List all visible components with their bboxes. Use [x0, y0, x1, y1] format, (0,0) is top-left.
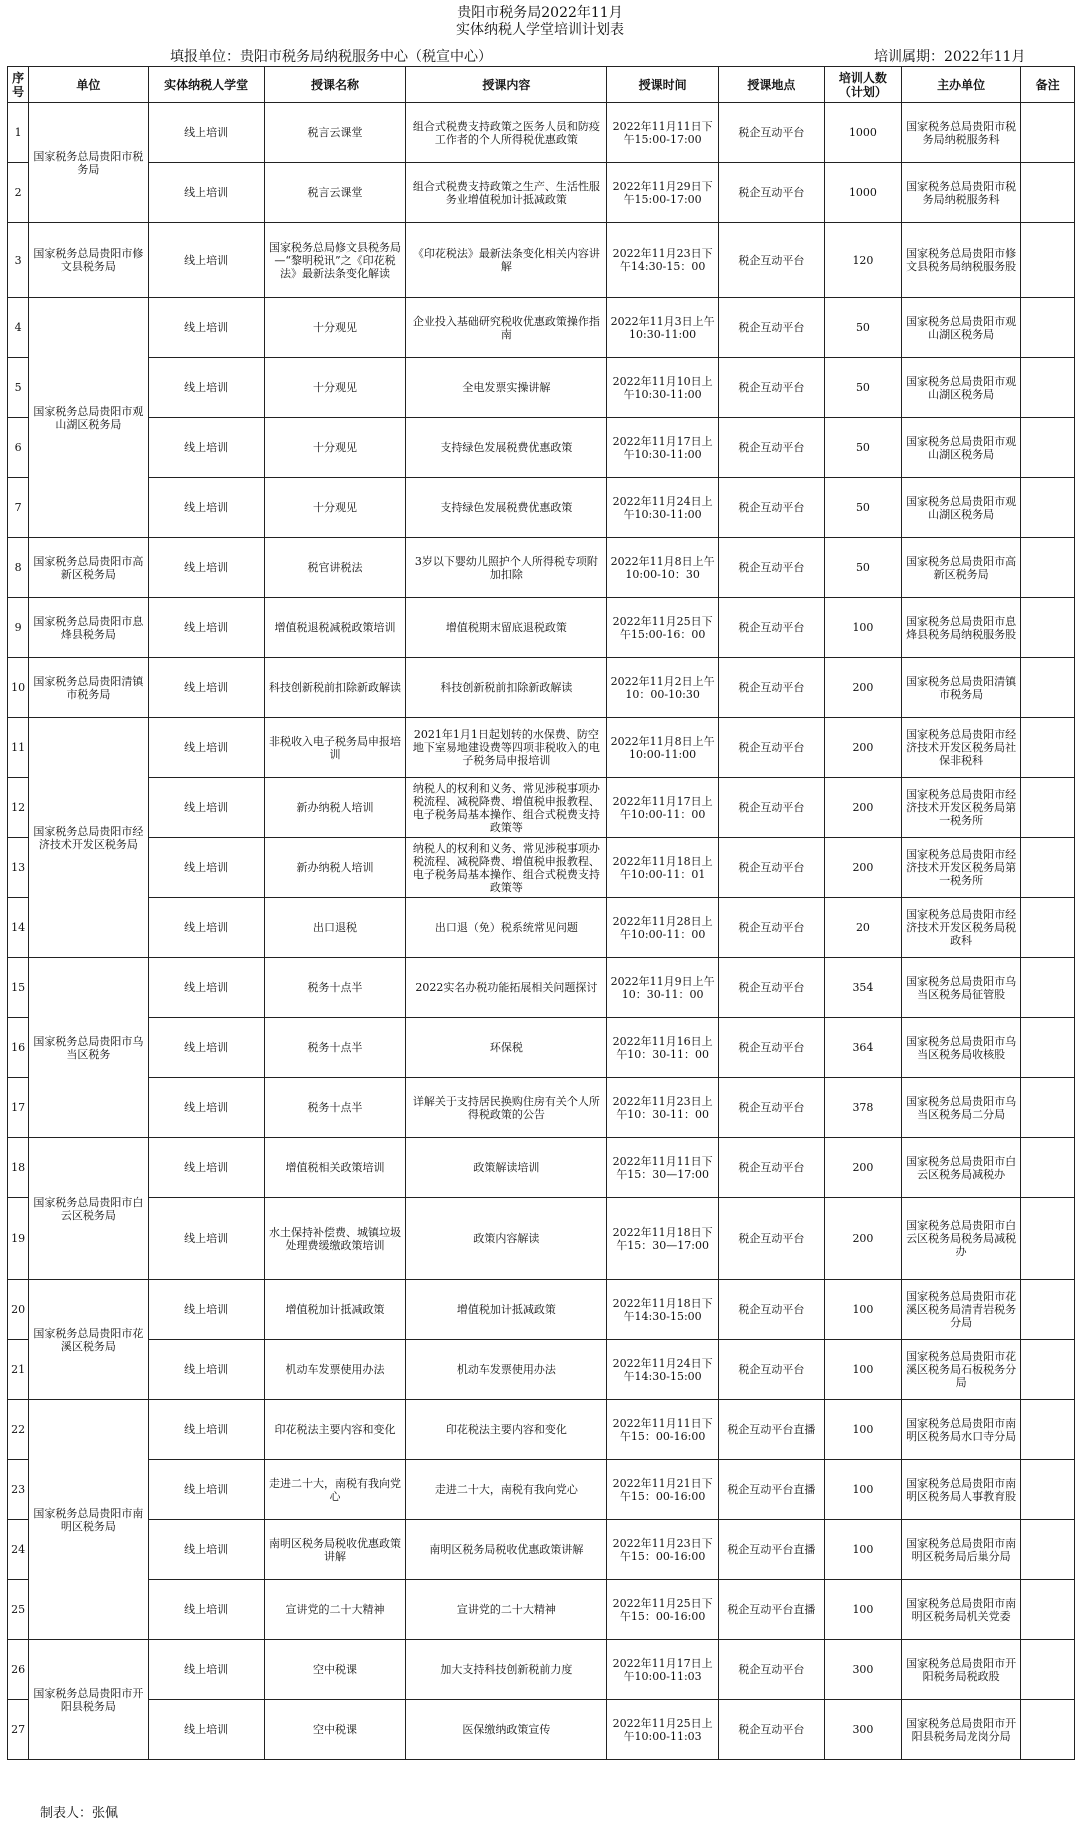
table-row	[8, 298, 1075, 358]
type-cell: 线上培训	[148, 1460, 264, 1520]
row-number-cell: 18	[8, 1138, 29, 1198]
count-cell: 200	[824, 658, 901, 718]
prepared-by-label: 制表人：张佩	[40, 1806, 119, 1821]
type-cell: 线上培训	[148, 358, 264, 418]
time-cell: 2022年11月18日上午10:00-11：01	[607, 838, 719, 898]
table-row	[8, 1520, 1075, 1580]
row-number-cell: 15	[8, 958, 29, 1018]
row-number-cell: 7	[8, 478, 29, 538]
name-cell: 科技创新税前扣除新政解读	[264, 658, 406, 718]
note-cell	[1021, 1138, 1075, 1198]
table-row	[8, 1460, 1075, 1520]
note-cell	[1021, 1078, 1075, 1138]
content-cell: 走进二十大，南税有我向党心	[406, 1460, 607, 1520]
unit-cell: 国家税务总局贵阳市高新区税务局	[29, 538, 148, 598]
note-cell	[1021, 1018, 1075, 1078]
row-number-cell: 13	[8, 838, 29, 898]
unit-cell: 国家税务总局贵阳市观山湖区税务局	[29, 298, 148, 538]
header-cell: 授课地点	[718, 67, 824, 103]
table-row	[8, 658, 1075, 718]
row-number-cell: 27	[8, 1700, 29, 1760]
table-row	[8, 418, 1075, 478]
name-cell: 空中税课	[264, 1700, 406, 1760]
time-cell: 2022年11月25日上午10:00-11:03	[607, 1700, 719, 1760]
time-cell: 2022年11月8日上午10:00-11:00	[607, 718, 719, 778]
type-cell: 线上培训	[148, 1340, 264, 1400]
table-row	[8, 598, 1075, 658]
table-row	[8, 103, 1075, 163]
content-cell: 环保税	[406, 1018, 607, 1078]
place-cell: 税企互动平台	[718, 298, 824, 358]
count-cell: 100	[824, 1460, 901, 1520]
table-row	[8, 163, 1075, 223]
place-cell: 税企互动平台	[718, 418, 824, 478]
table-row	[8, 358, 1075, 418]
content-cell: 2021年1月1日起划转的水保费、防空地下室易地建设费等四项非税收入的电子税务局申报培训	[406, 718, 607, 778]
host-cell: 国家税务总局贵阳市南明区税务局机关党委	[901, 1580, 1020, 1640]
count-cell: 200	[824, 1138, 901, 1198]
type-cell: 线上培训	[148, 778, 264, 838]
note-cell	[1021, 1280, 1075, 1340]
note-cell	[1021, 298, 1075, 358]
type-cell: 线上培训	[148, 1018, 264, 1078]
unit-cell: 国家税务总局贵阳市开阳县税务局	[29, 1640, 148, 1760]
name-cell: 税务十点半	[264, 958, 406, 1018]
header-cell: 单位	[29, 67, 148, 103]
row-number-cell: 11	[8, 718, 29, 778]
host-cell: 国家税务总局贵阳市经济技术开发区税务局第一税务所	[901, 838, 1020, 898]
time-cell: 2022年11月8日上午10:00-10：30	[607, 538, 719, 598]
name-cell: 十分观见	[264, 358, 406, 418]
count-cell: 300	[824, 1700, 901, 1760]
time-cell: 2022年11月28日上午10:00-11：00	[607, 898, 719, 958]
count-cell: 100	[824, 1520, 901, 1580]
header-cell: 培训人数（计划）	[824, 67, 901, 103]
time-cell: 2022年11月17日上午10:00-11:03	[607, 1640, 719, 1700]
type-cell: 线上培训	[148, 958, 264, 1018]
host-cell: 国家税务总局贵阳市开阳县税务局龙岗分局	[901, 1700, 1020, 1760]
name-cell: 税言云课堂	[264, 103, 406, 163]
name-cell: 税言云课堂	[264, 163, 406, 223]
row-number-cell: 1	[8, 103, 29, 163]
note-cell	[1021, 103, 1075, 163]
place-cell: 税企互动平台直播	[718, 1460, 824, 1520]
count-cell: 100	[824, 1400, 901, 1460]
name-cell: 新办纳税人培训	[264, 778, 406, 838]
count-cell: 50	[824, 358, 901, 418]
place-cell: 税企互动平台	[718, 103, 824, 163]
row-number-cell: 5	[8, 358, 29, 418]
row-number-cell: 8	[8, 538, 29, 598]
type-cell: 线上培训	[148, 1520, 264, 1580]
count-cell: 50	[824, 538, 901, 598]
count-cell: 354	[824, 958, 901, 1018]
place-cell: 税企互动平台	[718, 658, 824, 718]
note-cell	[1021, 358, 1075, 418]
table-row	[8, 838, 1075, 898]
type-cell: 线上培训	[148, 418, 264, 478]
name-cell: 十分观见	[264, 418, 406, 478]
place-cell: 税企互动平台	[718, 1078, 824, 1138]
count-cell: 364	[824, 1018, 901, 1078]
time-cell: 2022年11月24日上午10:30-11:00	[607, 478, 719, 538]
table-row	[8, 223, 1075, 298]
type-cell: 线上培训	[148, 838, 264, 898]
time-cell: 2022年11月11日下午15：30—17:00	[607, 1138, 719, 1198]
content-cell: 科技创新税前扣除新政解读	[406, 658, 607, 718]
host-cell: 国家税务总局贵阳市南明区税务局人事教育股	[901, 1460, 1020, 1520]
table-row	[8, 1580, 1075, 1640]
host-cell: 国家税务总局贵阳市开阳税务局税政股	[901, 1640, 1020, 1700]
content-cell: 纳税人的权利和义务、常见涉税事项办税流程、减税降费、增值税申报教程、电子税务局基本操作、组合式税费支持政策等	[406, 838, 607, 898]
count-cell: 50	[824, 418, 901, 478]
place-cell: 税企互动平台	[718, 538, 824, 598]
time-cell: 2022年11月9日上午10：30-11：00	[607, 958, 719, 1018]
unit-cell: 国家税务总局贵阳市息烽县税务局	[29, 598, 148, 658]
row-number-cell: 6	[8, 418, 29, 478]
time-cell: 2022年11月16日上午10：30-11：00	[607, 1018, 719, 1078]
host-cell: 国家税务总局贵阳市观山湖区税务局	[901, 298, 1020, 358]
name-cell: 国家税务总局修文县税务局—“黎明税讯”之《印花税法》最新法条变化解读	[264, 223, 406, 298]
content-cell: 3岁以下婴幼儿照护个人所得税专项附加扣除	[406, 538, 607, 598]
host-cell: 国家税务总局贵阳市观山湖区税务局	[901, 358, 1020, 418]
time-cell: 2022年11月23日下午14:30-15：00	[607, 223, 719, 298]
content-cell: 支持绿色发展税费优惠政策	[406, 478, 607, 538]
row-number-cell: 4	[8, 298, 29, 358]
table-row	[8, 1340, 1075, 1400]
row-number-cell: 22	[8, 1400, 29, 1460]
header-cell: 主办单位	[901, 67, 1020, 103]
content-cell: 2022实名办税功能拓展相关问题探讨	[406, 958, 607, 1018]
content-cell: 机动车发票使用办法	[406, 1340, 607, 1400]
host-cell: 国家税务总局贵阳市税务局纳税服务科	[901, 103, 1020, 163]
type-cell: 线上培训	[148, 598, 264, 658]
name-cell: 机动车发票使用办法	[264, 1340, 406, 1400]
time-cell: 2022年11月25日下午15:00-16：00	[607, 598, 719, 658]
host-cell: 国家税务总局贵阳市经济技术开发区税务局税政科	[901, 898, 1020, 958]
count-cell: 1000	[824, 163, 901, 223]
type-cell: 线上培训	[148, 1400, 264, 1460]
row-number-cell: 26	[8, 1640, 29, 1700]
row-number-cell: 16	[8, 1018, 29, 1078]
count-cell: 50	[824, 478, 901, 538]
host-cell: 国家税务总局贵阳市南明区税务局水口寺分局	[901, 1400, 1020, 1460]
time-cell: 2022年11月17日上午10:00-11：00	[607, 778, 719, 838]
row-number-cell: 14	[8, 898, 29, 958]
count-cell: 120	[824, 223, 901, 298]
table-row	[8, 538, 1075, 598]
time-cell: 2022年11月21日下午15：00-16:00	[607, 1460, 719, 1520]
table-row	[8, 1640, 1075, 1700]
content-cell: 全电发票实操讲解	[406, 358, 607, 418]
row-number-cell: 21	[8, 1340, 29, 1400]
place-cell: 税企互动平台	[718, 1700, 824, 1760]
count-cell: 20	[824, 898, 901, 958]
name-cell: 税官讲税法	[264, 538, 406, 598]
time-cell: 2022年11月11日下午15：00-16:00	[607, 1400, 719, 1460]
type-cell: 线上培训	[148, 718, 264, 778]
note-cell	[1021, 1460, 1075, 1520]
type-cell: 线上培训	[148, 1580, 264, 1640]
header-cell: 授课内容	[406, 67, 607, 103]
table-row	[8, 478, 1075, 538]
type-cell: 线上培训	[148, 1700, 264, 1760]
type-cell: 线上培训	[148, 1640, 264, 1700]
content-cell: 组合式税费支持政策之医务人员和防疫工作者的个人所得税优惠政策	[406, 103, 607, 163]
count-cell: 100	[824, 1580, 901, 1640]
count-cell: 378	[824, 1078, 901, 1138]
note-cell	[1021, 1640, 1075, 1700]
row-number-cell: 9	[8, 598, 29, 658]
unit-cell: 国家税务总局贵阳市南明区税务局	[29, 1400, 148, 1640]
name-cell: 税务十点半	[264, 1078, 406, 1138]
unit-cell: 国家税务总局贵阳市花溪区税务局	[29, 1280, 148, 1400]
note-cell	[1021, 478, 1075, 538]
row-number-cell: 25	[8, 1580, 29, 1640]
name-cell: 增值税相关政策培训	[264, 1138, 406, 1198]
table-row	[8, 1198, 1075, 1280]
content-cell: 详解关于支持居民换购住房有关个人所得税政策的公告	[406, 1078, 607, 1138]
host-cell: 国家税务总局贵阳市观山湖区税务局	[901, 478, 1020, 538]
time-cell: 2022年11月23日上午10：30-11：00	[607, 1078, 719, 1138]
time-cell: 2022年11月23日下午15：00-16:00	[607, 1520, 719, 1580]
type-cell: 线上培训	[148, 163, 264, 223]
note-cell	[1021, 1700, 1075, 1760]
content-cell: 宣讲党的二十大精神	[406, 1580, 607, 1640]
note-cell	[1021, 658, 1075, 718]
content-cell: 增值税加计抵减政策	[406, 1280, 607, 1340]
content-cell: 政策解读培训	[406, 1138, 607, 1198]
header-cell: 序号	[8, 67, 29, 103]
row-number-cell: 2	[8, 163, 29, 223]
row-number-cell: 24	[8, 1520, 29, 1580]
place-cell: 税企互动平台	[718, 718, 824, 778]
count-cell: 200	[824, 838, 901, 898]
header-cell: 备注	[1021, 67, 1075, 103]
unit-cell: 国家税务总局贵阳市经济技术开发区税务局	[29, 718, 148, 958]
row-number-cell: 3	[8, 223, 29, 298]
type-cell: 线上培训	[148, 103, 264, 163]
content-cell: 《印花税法》最新法条变化相关内容讲解	[406, 223, 607, 298]
name-cell: 十分观见	[264, 478, 406, 538]
note-cell	[1021, 418, 1075, 478]
content-cell: 出口退（免）税系统常见问题	[406, 898, 607, 958]
training-period-label: 培训属期：2022年11月	[874, 49, 1026, 65]
time-cell: 2022年11月11日下午15:00-17:00	[607, 103, 719, 163]
name-cell: 空中税课	[264, 1640, 406, 1700]
document-title-line1: 贵阳市税务局2022年11月	[457, 5, 623, 21]
type-cell: 线上培训	[148, 1280, 264, 1340]
unit-cell: 国家税务总局贵阳市税务局	[29, 103, 148, 223]
count-cell: 200	[824, 718, 901, 778]
note-cell	[1021, 718, 1075, 778]
row-number-cell: 19	[8, 1198, 29, 1280]
table-row	[8, 898, 1075, 958]
content-cell: 支持绿色发展税费优惠政策	[406, 418, 607, 478]
host-cell: 国家税务总局贵阳市乌当区税务局收核股	[901, 1018, 1020, 1078]
type-cell: 线上培训	[148, 1198, 264, 1280]
name-cell: 出口退税	[264, 898, 406, 958]
place-cell: 税企互动平台	[718, 598, 824, 658]
host-cell: 国家税务总局贵阳市乌当区税务局二分局	[901, 1078, 1020, 1138]
content-cell: 政策内容解读	[406, 1198, 607, 1280]
note-cell	[1021, 163, 1075, 223]
header-cell: 授课名称	[264, 67, 406, 103]
type-cell: 线上培训	[148, 298, 264, 358]
type-cell: 线上培训	[148, 223, 264, 298]
time-cell: 2022年11月24日下午14:30-15:00	[607, 1340, 719, 1400]
note-cell	[1021, 538, 1075, 598]
place-cell: 税企互动平台直播	[718, 1580, 824, 1640]
note-cell	[1021, 598, 1075, 658]
time-cell: 2022年11月29日下午15:00-17:00	[607, 163, 719, 223]
document-title-line2: 实体纳税人学堂培训计划表	[456, 22, 624, 38]
place-cell: 税企互动平台直播	[718, 1520, 824, 1580]
host-cell: 国家税务总局贵阳市白云区税务局减税办	[901, 1138, 1020, 1198]
name-cell: 新办纳税人培训	[264, 838, 406, 898]
place-cell: 税企互动平台直播	[718, 1400, 824, 1460]
type-cell: 线上培训	[148, 898, 264, 958]
host-cell: 国家税务总局贵阳市乌当区税务局征管股	[901, 958, 1020, 1018]
host-cell: 国家税务总局贵阳市观山湖区税务局	[901, 418, 1020, 478]
unit-cell: 国家税务总局贵阳市修文县税务局	[29, 223, 148, 298]
place-cell: 税企互动平台	[718, 163, 824, 223]
note-cell	[1021, 898, 1075, 958]
note-cell	[1021, 838, 1075, 898]
count-cell: 200	[824, 778, 901, 838]
note-cell	[1021, 223, 1075, 298]
content-cell: 企业投入基础研究税收优惠政策操作指南	[406, 298, 607, 358]
type-cell: 线上培训	[148, 658, 264, 718]
count-cell: 100	[824, 598, 901, 658]
time-cell: 2022年11月10日上午10:30-11:00	[607, 358, 719, 418]
content-cell: 印花税法主要内容和变化	[406, 1400, 607, 1460]
unit-cell: 国家税务总局贵阳清镇市税务局	[29, 658, 148, 718]
header-cell: 授课时间	[607, 67, 719, 103]
place-cell: 税企互动平台	[718, 1198, 824, 1280]
content-cell: 医保缴纳政策宣传	[406, 1700, 607, 1760]
time-cell: 2022年11月17日上午10:30-11:00	[607, 418, 719, 478]
host-cell: 国家税务总局贵阳市修文县税务局纳税服务股	[901, 223, 1020, 298]
time-cell: 2022年11月18日下午14:30-15:00	[607, 1280, 719, 1340]
fill-unit-label: 填报单位：贵阳市税务局纳税服务中心（税宣中心）	[170, 49, 492, 65]
note-cell	[1021, 1400, 1075, 1460]
time-cell: 2022年11月18日下午15：30—17:00	[607, 1198, 719, 1280]
host-cell: 国家税务总局贵阳市经济技术开发区税务局第一税务所	[901, 778, 1020, 838]
host-cell: 国家税务总局贵阳市经济技术开发区税务局社保非税科	[901, 718, 1020, 778]
content-cell: 纳税人的权利和义务、常见涉税事项办税流程、减税降费、增值税申报教程、电子税务局基本操作、组合式税费支持政策等	[406, 778, 607, 838]
type-cell: 线上培训	[148, 478, 264, 538]
host-cell: 国家税务总局贵阳清镇市税务局	[901, 658, 1020, 718]
place-cell: 税企互动平台	[718, 778, 824, 838]
place-cell: 税企互动平台	[718, 1340, 824, 1400]
table-header-row	[8, 67, 1075, 103]
place-cell: 税企互动平台	[718, 838, 824, 898]
time-cell: 2022年11月25日下午15：00-16:00	[607, 1580, 719, 1640]
row-number-cell: 10	[8, 658, 29, 718]
note-cell	[1021, 1580, 1075, 1640]
table-row	[8, 1280, 1075, 1340]
row-number-cell: 17	[8, 1078, 29, 1138]
place-cell: 税企互动平台	[718, 223, 824, 298]
place-cell: 税企互动平台	[718, 478, 824, 538]
training-plan-table	[7, 66, 1075, 1760]
table-row	[8, 1078, 1075, 1138]
count-cell: 300	[824, 1640, 901, 1700]
name-cell: 印花税法主要内容和变化	[264, 1400, 406, 1460]
name-cell: 增值税退税减税政策培训	[264, 598, 406, 658]
place-cell: 税企互动平台	[718, 1018, 824, 1078]
row-number-cell: 12	[8, 778, 29, 838]
count-cell: 100	[824, 1340, 901, 1400]
name-cell: 增值税加计抵减政策	[264, 1280, 406, 1340]
type-cell: 线上培训	[148, 538, 264, 598]
table-row	[8, 718, 1075, 778]
count-cell: 200	[824, 1198, 901, 1280]
host-cell: 国家税务总局贵阳市花溪区税务局石板税务分局	[901, 1340, 1020, 1400]
name-cell: 非税收入电子税务局申报培训	[264, 718, 406, 778]
place-cell: 税企互动平台	[718, 358, 824, 418]
type-cell: 线上培训	[148, 1138, 264, 1198]
place-cell: 税企互动平台	[718, 898, 824, 958]
header-cell: 实体纳税人学堂	[148, 67, 264, 103]
host-cell: 国家税务总局贵阳市白云区税务局税务局减税办	[901, 1198, 1020, 1280]
note-cell	[1021, 778, 1075, 838]
count-cell: 100	[824, 1280, 901, 1340]
unit-cell: 国家税务总局贵阳市乌当区税务	[29, 958, 148, 1138]
place-cell: 税企互动平台	[718, 1640, 824, 1700]
name-cell: 宣讲党的二十大精神	[264, 1580, 406, 1640]
content-cell: 组合式税费支持政策之生产、生活性服务业增值税加计抵减政策	[406, 163, 607, 223]
table-row	[8, 958, 1075, 1018]
content-cell: 增值税期末留底退税政策	[406, 598, 607, 658]
table-row	[8, 1138, 1075, 1198]
note-cell	[1021, 1198, 1075, 1280]
note-cell	[1021, 1520, 1075, 1580]
note-cell	[1021, 1340, 1075, 1400]
name-cell: 十分观见	[264, 298, 406, 358]
place-cell: 税企互动平台	[718, 958, 824, 1018]
host-cell: 国家税务总局贵阳市税务局纳税服务科	[901, 163, 1020, 223]
host-cell: 国家税务总局贵阳市高新区税务局	[901, 538, 1020, 598]
name-cell: 水土保持补偿费、城镇垃圾处理费缓缴政策培训	[264, 1198, 406, 1280]
type-cell: 线上培训	[148, 1078, 264, 1138]
time-cell: 2022年11月2日上午10：00-10:30	[607, 658, 719, 718]
note-cell	[1021, 958, 1075, 1018]
place-cell: 税企互动平台	[718, 1280, 824, 1340]
host-cell: 国家税务总局贵阳市花溪区税务局清青岩税务分局	[901, 1280, 1020, 1340]
name-cell: 税务十点半	[264, 1018, 406, 1078]
name-cell: 走进二十大，南税有我向党心	[264, 1460, 406, 1520]
table-row	[8, 1700, 1075, 1760]
count-cell: 50	[824, 298, 901, 358]
host-cell: 国家税务总局贵阳市南明区税务局后巢分局	[901, 1520, 1020, 1580]
table-row	[8, 1018, 1075, 1078]
count-cell: 1000	[824, 103, 901, 163]
host-cell: 国家税务总局贵阳市息烽县税务局纳税服务股	[901, 598, 1020, 658]
name-cell: 南明区税务局税收优惠政策讲解	[264, 1520, 406, 1580]
time-cell: 2022年11月3日上午10:30-11:00	[607, 298, 719, 358]
unit-cell: 国家税务总局贵阳市白云区税务局	[29, 1138, 148, 1280]
table-row	[8, 778, 1075, 838]
content-cell: 加大支持科技创新税前力度	[406, 1640, 607, 1700]
row-number-cell: 20	[8, 1280, 29, 1340]
place-cell: 税企互动平台	[718, 1138, 824, 1198]
table-row	[8, 1400, 1075, 1460]
row-number-cell: 23	[8, 1460, 29, 1520]
content-cell: 南明区税务局税收优惠政策讲解	[406, 1520, 607, 1580]
